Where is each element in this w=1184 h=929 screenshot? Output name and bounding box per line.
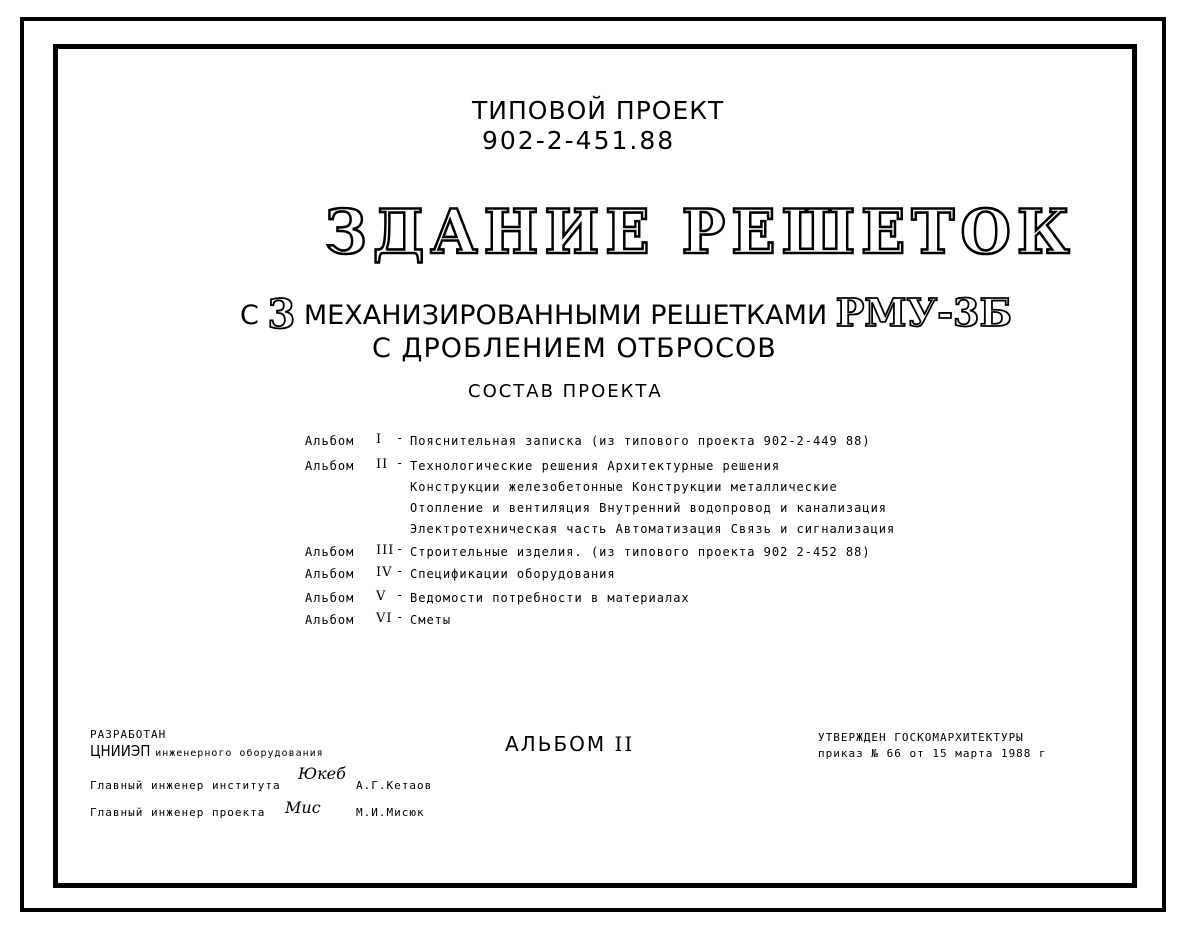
subtitle-line-2: С ДРОБЛЕНИЕМ ОТБРОСОВ [372, 333, 777, 364]
album-line: Строительные изделия. (из типового проекта 902 2-452 88) [410, 545, 871, 559]
subtitle-middle: МЕХАНИЗИРОВАННЫМИ РЕШЕТКАМИ [303, 300, 828, 331]
album-line: Конструкции железобетонные Конструкции металлические [410, 480, 838, 494]
current-album-label: АЛЬБОМ [505, 732, 607, 756]
developer-label: РАЗРАБОТАН [90, 728, 167, 741]
album-roman: III [376, 543, 395, 558]
developer-org-rest: инженерного оборудования [155, 748, 324, 759]
chief-institute-label: Главный инженер института [90, 779, 281, 792]
album-label: Альбом [305, 591, 355, 605]
album-dash: - [396, 431, 405, 445]
album-line: Пояснительная записка (из типового проекта 902-2-449 88) [410, 434, 871, 448]
current-album-roman: II [614, 732, 635, 756]
album-dash: - [396, 610, 405, 624]
approval-line-1: УТВЕРЖДЕН ГОСКОМАРХИТЕКТУРЫ [818, 731, 1024, 744]
album-line: Ведомости потребности в материалах [410, 591, 690, 605]
album-dash: - [396, 456, 405, 470]
album-line: Отопление и вентиляция Внутренний водопровод и канализация [410, 501, 888, 515]
album-dash: - [396, 564, 405, 578]
album-roman: I [376, 432, 383, 447]
project-type: ТИПОВОЙ ПРОЕКТ [472, 96, 725, 125]
chief-project-name: М.И.Мисюк [356, 806, 425, 819]
album-label: Альбом [305, 613, 355, 627]
subtitle-line-1 [240, 290, 1012, 338]
album-line: Технологические решения Архитектурные решения [410, 459, 781, 473]
album-roman: VI [376, 611, 393, 626]
album-line: Электротехническая часть Автоматизация Связь и сигнализация [410, 522, 896, 536]
current-album [505, 732, 634, 756]
composition-heading: СОСТАВ ПРОЕКТА [468, 381, 663, 402]
approval-line-2: приказ № 66 от 15 марта 1988 г [818, 747, 1047, 760]
album-roman: V [376, 589, 387, 604]
grate-count: 3 [267, 291, 296, 338]
developer-org [90, 742, 324, 760]
album-line: Сметы [410, 613, 452, 627]
album-label: Альбом [305, 545, 355, 559]
album-roman: IV [376, 565, 393, 580]
album-line: Спецификации оборудования [410, 567, 616, 581]
chief-institute-signature: Юкеб [298, 764, 346, 783]
grate-model: РМУ-3Б [835, 290, 1012, 335]
album-label: Альбом [305, 434, 355, 448]
main-title: ЗДАНИЕ РЕШЕТОК [325, 196, 1076, 268]
chief-project-label: Главный инженер проекта [90, 806, 266, 819]
album-label: Альбом [305, 567, 355, 581]
chief-institute-name: А.Г.Кетаов [356, 779, 433, 792]
project-number: 902-2-451.88 [482, 126, 676, 155]
album-dash: - [396, 588, 405, 602]
album-roman: II [376, 457, 389, 472]
album-label: Альбом [305, 459, 355, 473]
subtitle-prefix: С [240, 300, 259, 331]
album-dash: - [396, 542, 405, 556]
developer-org-abbr: ЦНИИЭП [90, 742, 151, 760]
chief-project-signature: Мис [285, 798, 321, 817]
